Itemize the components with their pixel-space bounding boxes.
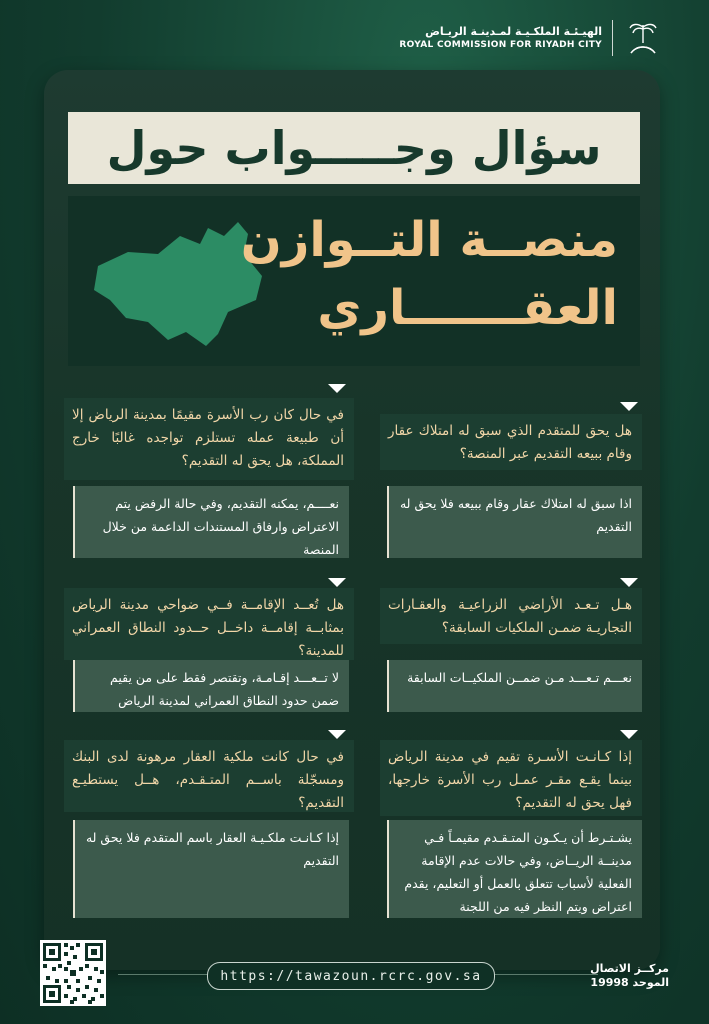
- website-link[interactable]: https://tawazoun.rcrc.gov.sa: [207, 962, 495, 990]
- contact-line-1: مركــز الاتصال: [590, 962, 669, 975]
- organization-name: [399, 25, 602, 51]
- org-name-en: ROYAL COMMISSION FOR RIYADH CITY: [399, 40, 602, 50]
- question-2: في حال كان رب الأسرة مقيمًا بمدينة الرياض إلا أن طبيعة عمله تستلزم تواجده غالبًا خارج المملكة، هل يحق له التقديم؟: [64, 398, 354, 480]
- answer-3: نعـــم تـعـــد مـن ضمــن الملكيــات السابقة: [387, 660, 642, 712]
- contact-line-2: الموحد 19998: [590, 976, 669, 989]
- expand-triangle-icon: [328, 578, 346, 587]
- qr-code-icon[interactable]: [40, 940, 106, 1006]
- hero-banner: [68, 196, 640, 366]
- question-3: هـل تـعـد الأراضي الزراعيـة والعقـارات التجاريـة ضمـن الملكيات السابقة؟: [380, 588, 642, 644]
- header-divider: [612, 20, 613, 56]
- org-name-ar: الهيـئـة الملكـيـة لمـدينـة الريـاض: [425, 25, 602, 38]
- expand-triangle-icon: [328, 384, 346, 393]
- answer-1: اذا سبق له امتلاك عقار وقام ببيعه فلا يحق له التقديم: [387, 486, 642, 558]
- question-4: هل تُعــد الإقامــة فــي ضواحي مدينة الرياض بمثابــة إقامــة داخــل حــدود النطاق العمراني للمدينة؟: [64, 588, 354, 660]
- answer-2: نعــــم، يمكنه التقديم، وفي حالة الرفض يتم الاعتراض وارفاق المستندات الداعمة من خلال المنصة: [73, 486, 349, 558]
- question-1: هل يحق للمتقدم الذي سبق له امتلاك عقار وقام ببيعه التقديم عبر المنصة؟: [380, 414, 642, 470]
- expand-triangle-icon: [328, 730, 346, 739]
- answer-6: إذا كـانـت ملكـيـة العقار باسم المتقدم فلا يحق له التقديم: [73, 820, 349, 918]
- answer-5: يشـتـرط أن يـكـون المتـقـدم مقيمـاً فـي مدينــة الريــاض، وفي حالات عدم الإقامة الفعلية لأسباب تتعلق بالعمل أو التعليم، يقدم اعتراض ويتم النظر فيه من اللجنة: [387, 820, 642, 918]
- expand-triangle-icon: [620, 730, 638, 739]
- answer-4: لا تــعـــد إقـامـة، وتقتصر فقط على من يقيم ضمن حدود النطاق العمراني لمدينة الرياض: [73, 660, 349, 712]
- title-line-3: العقـــــــاري: [317, 280, 618, 336]
- title-line-2: منصــة التــوازن: [240, 212, 618, 268]
- expand-triangle-icon: [620, 578, 638, 587]
- title-band: [68, 112, 640, 184]
- question-6: في حال كانت ملكية العقار مرهونة لدى البنك ومسجّلة باســم المتـقـدم، هــل يستطيـع التقديم؟: [64, 740, 354, 812]
- title-line-1: سؤال وجـــــواب حول: [106, 121, 602, 175]
- question-5: إذا كـانـت الأسـرة تقيم في مدينة الرياض بينما يقـع مقـر عمـل رب الأسرة خارجها، فهل يحق له التقديم؟: [380, 740, 642, 816]
- expand-triangle-icon: [620, 402, 638, 411]
- contact-info: [590, 962, 669, 990]
- palm-swords-icon: [623, 18, 663, 58]
- header: [399, 18, 663, 58]
